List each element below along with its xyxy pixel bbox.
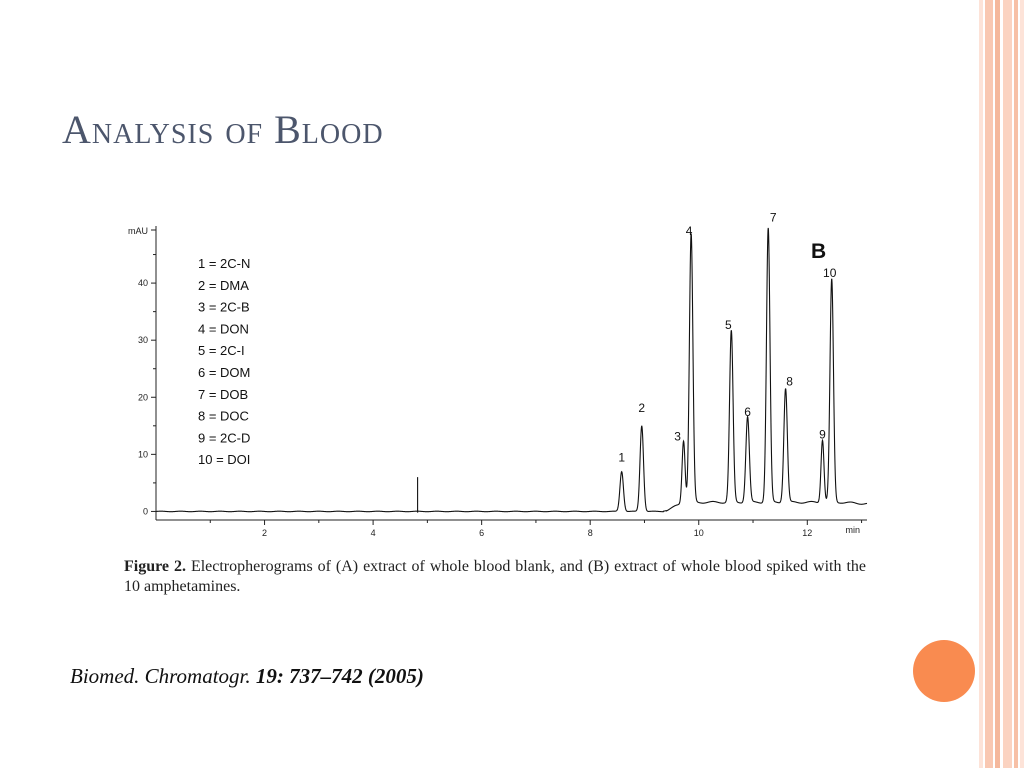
stripe-3 bbox=[995, 0, 1000, 768]
legend-entry: 6 = DOM bbox=[198, 365, 251, 380]
peak-label: 1 bbox=[618, 450, 626, 465]
y-tick-label: 20 bbox=[137, 392, 148, 403]
peak-label: 10 bbox=[823, 265, 837, 280]
caption-label: Figure 2. bbox=[124, 558, 186, 575]
axes bbox=[128, 226, 867, 538]
legend-entry: 9 = 2C-D bbox=[198, 430, 251, 446]
electropherogram-chart bbox=[118, 200, 878, 545]
figure-caption bbox=[124, 557, 866, 597]
x-tick-label: 4 bbox=[370, 528, 376, 538]
peak-label: 6 bbox=[744, 404, 751, 419]
peak-label: 3 bbox=[674, 429, 681, 444]
peak-labels bbox=[618, 210, 836, 464]
legend-entry: 8 = DOC bbox=[198, 408, 249, 424]
x-tick-label: 10 bbox=[693, 528, 704, 538]
panel-label: B bbox=[811, 240, 827, 263]
x-tick-label: 2 bbox=[262, 528, 268, 538]
legend-entry: 7 = DOB bbox=[198, 386, 249, 402]
x-axis-label: min bbox=[845, 525, 860, 535]
legend-entry: 1 = 2C-N bbox=[198, 256, 251, 271]
y-tick-label: 30 bbox=[137, 335, 148, 346]
peak-label: 7 bbox=[769, 210, 777, 225]
legend-entry: 3 = 2C-B bbox=[198, 299, 250, 315]
decorative-circle bbox=[913, 640, 975, 702]
stripe-4 bbox=[1003, 0, 1012, 768]
y-tick-label: 10 bbox=[137, 449, 148, 460]
y-axis-label: mAU bbox=[128, 226, 148, 236]
stripe-6 bbox=[1020, 0, 1024, 768]
peak-label: 2 bbox=[638, 400, 646, 415]
y-tick-label: 0 bbox=[142, 506, 148, 517]
x-ticks bbox=[210, 520, 861, 538]
legend-entry: 5 = 2C-I bbox=[198, 343, 245, 359]
electropherogram-trace bbox=[156, 228, 867, 512]
stripe-2 bbox=[985, 0, 993, 768]
x-tick-label: 8 bbox=[587, 528, 593, 538]
peak-label: 5 bbox=[724, 318, 732, 333]
citation-journal: Biomed. Chromatogr. bbox=[70, 664, 251, 688]
y-ticks bbox=[138, 230, 156, 516]
legend-entry: 4 = DON bbox=[198, 321, 249, 337]
x-tick-label: 6 bbox=[479, 528, 485, 538]
legend-entry: 2 = DMA bbox=[198, 277, 249, 293]
peak-label: 9 bbox=[819, 427, 826, 442]
citation bbox=[70, 664, 424, 689]
citation-ref: 19: 737–742 (2005) bbox=[255, 664, 424, 688]
slide-title: Analysis of Blood bbox=[62, 107, 384, 152]
legend bbox=[198, 256, 250, 467]
x-tick-label: 12 bbox=[802, 528, 813, 538]
peak-label: 8 bbox=[786, 374, 793, 389]
caption-text: Electropherograms of (A) extract of whole blood blank, and (B) extract of whole blood spiked with the 10 amphetamines. bbox=[124, 558, 866, 595]
stripe-1 bbox=[979, 0, 983, 768]
legend-entry: 10 = DOI bbox=[198, 452, 251, 468]
peak-label: 4 bbox=[685, 224, 693, 239]
y-tick-label: 40 bbox=[137, 278, 148, 289]
stripe-5 bbox=[1014, 0, 1018, 768]
